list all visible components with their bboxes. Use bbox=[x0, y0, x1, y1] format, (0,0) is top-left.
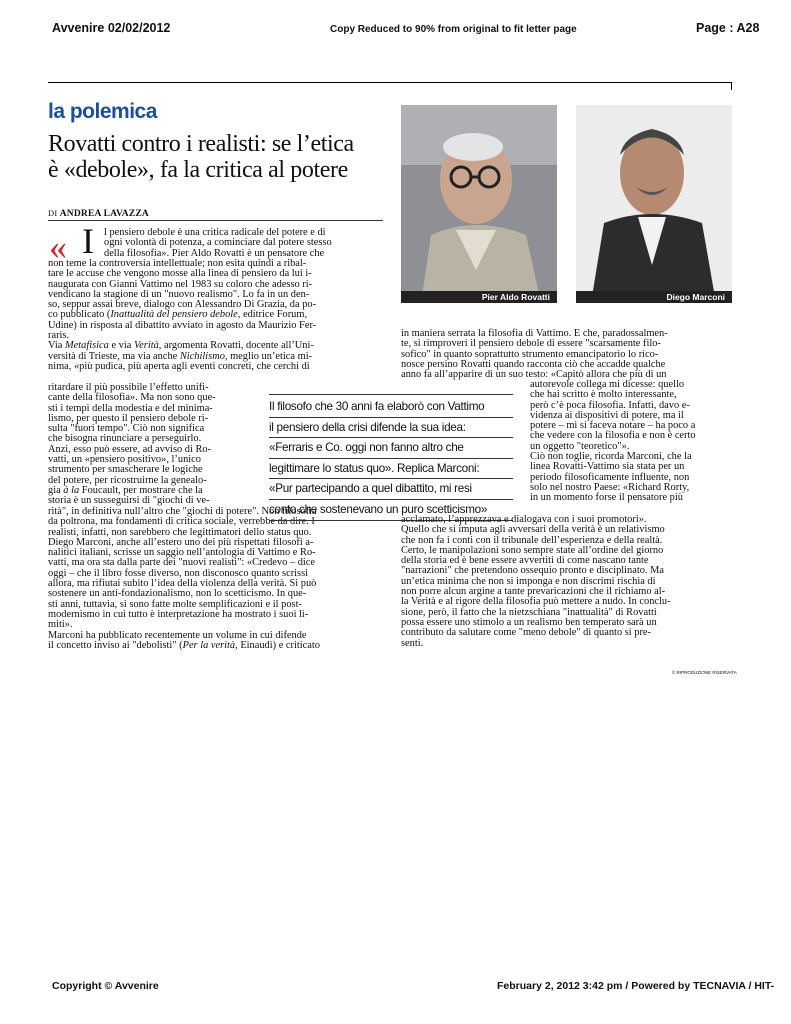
text-line: sulta "fuori tempo". Ciò non significa bbox=[48, 423, 205, 435]
header-rule-tick bbox=[731, 82, 732, 90]
source-date: Avvenire 02/02/2012 bbox=[52, 21, 171, 35]
text-line: non teme la controversia intellettuale; non esita quindi a ribal- bbox=[48, 258, 307, 269]
text-line: la Verità e al rigore della filosofia può mettere a nudo. In conclu- bbox=[401, 596, 671, 608]
text-line: Certo, le manipolazioni sono sempre state all’ordine del giorno bbox=[401, 544, 664, 556]
text-line: Quello che si imputa agli avversari della verità è un relativismo bbox=[401, 524, 665, 536]
text-line: cante della filosofia». Ma non sono que- bbox=[48, 392, 216, 404]
reproduction-notice: © RIPRODUZIONE RISERVATA bbox=[672, 670, 737, 675]
footer-copyright: Copyright © Avvenire bbox=[52, 980, 159, 992]
text-line: l pensiero debole è una critica radicale del potere e di bbox=[104, 227, 326, 238]
text-line: oggi – che il libro fosse diverso, non disconosco quanto scrissi bbox=[48, 567, 309, 579]
text-line: che bisogna rinunciare a perseguirlo. bbox=[48, 433, 202, 445]
left-column-lower bbox=[48, 507, 384, 651]
portrait-rovatti-image bbox=[401, 105, 557, 303]
photo-caption-marconi: Diego Marconi bbox=[576, 291, 732, 303]
text-line: sofico" in quanto soprattutto strumento emancipatorio lo rico- bbox=[401, 348, 659, 360]
text-line: solo nel nostro Paese: «Richard Rorty, bbox=[530, 481, 690, 493]
text-line: te, si rimproveri il pensiero debole di essere "scarsamente filo- bbox=[401, 338, 661, 350]
text-line: naugurata con Gianni Vattimo nel 1983 su coloro che adesso ri- bbox=[48, 278, 313, 290]
text-span: il concetto inviso ai "debolisti" ( bbox=[48, 639, 183, 651]
pull-quote-line: «Ferraris e Co. oggi non fanno altro che bbox=[269, 438, 513, 459]
drop-cap-letter: I bbox=[82, 221, 94, 261]
text-span: Foucault, per mostrare che la bbox=[79, 484, 203, 496]
text-span: versità di Trieste, ma via anche bbox=[48, 350, 180, 362]
text-line: Ciò non toglie, ricorda Marconi, che la bbox=[530, 451, 692, 463]
section-kicker: la polemica bbox=[48, 100, 157, 123]
italic-term: à la bbox=[63, 484, 80, 496]
text-line: sione, però, il fatto che la nietzschiana "inattualità" di Rovatti bbox=[401, 606, 657, 618]
text-line: realisti, infatti, non sarebbero che legittimatori dello status quo. bbox=[48, 526, 312, 538]
text-line: ritardare il più possibile l’effetto unifi- bbox=[48, 382, 209, 393]
text-line: anno fa all’apparire di un suo testo: «Capitò allora che più di un bbox=[401, 369, 667, 381]
text-span: , Einaudi) e criticato bbox=[235, 639, 320, 651]
text-line: nalitici italiani, scrisse un saggio nell’antologia di Vattimo e Ro- bbox=[48, 547, 316, 559]
left-column-body bbox=[48, 259, 384, 372]
byline-author: ANDREA LAVAZZA bbox=[59, 209, 149, 219]
text-line: storia è un susseguirsi di "giochi di ve- bbox=[48, 495, 210, 507]
pull-quote-line: conto che sostenevano un puro scetticismo» bbox=[269, 500, 513, 521]
text-line: sti i tempi della modestia e del minima- bbox=[48, 402, 213, 414]
text-span: e via bbox=[108, 340, 134, 352]
book-title: Inattualità del pensiero debole bbox=[110, 309, 238, 321]
text-line: del potere, per ricostruirne la genealo- bbox=[48, 474, 207, 486]
text-line: non porre alcun argine a tante prevaricazioni che il richiamo al- bbox=[401, 586, 666, 598]
text-span: gia bbox=[48, 484, 64, 496]
byline-prefix: DI bbox=[48, 208, 58, 218]
text-line: videnza ai dispositivi di potere, ma il bbox=[530, 409, 684, 421]
text-line: vatti, ma ora sta dalla parte dei "nuovi realisti": «Credevo – dice bbox=[48, 557, 316, 569]
text-line: però c’è poca filosofia. Infatti, davo e- bbox=[530, 399, 690, 411]
right-column-narrow bbox=[530, 380, 733, 504]
italic-term: Nichilismo bbox=[179, 350, 225, 362]
text-line: Anzi, esso può essere, ad avviso di Ro- bbox=[48, 443, 212, 455]
text-line: modernismo in cui tutto è interpretazione ha mostrato i suoi li- bbox=[48, 608, 309, 620]
header-rule bbox=[48, 82, 732, 83]
text-line: linea Rovatti-Vattimo sia stata per un bbox=[530, 461, 685, 473]
text-line: ogni volontà di potenza, a cominciare dal potere stesso bbox=[104, 237, 332, 249]
text-line: acclamato, l’apprezzava e dialogava con i suoi promotori». bbox=[401, 514, 647, 525]
text-line: strumento per smascherare le logiche bbox=[48, 464, 203, 476]
text-span: co pubblicato ( bbox=[48, 309, 111, 321]
photo-rovatti bbox=[401, 105, 557, 303]
text-line: in un momento forse il pensatore più bbox=[530, 492, 683, 504]
text-span: , editrice Forum, bbox=[237, 309, 308, 321]
text-line: Udine) in risposta al dibattito avviato in agosto da Maurizio Fer- bbox=[48, 319, 317, 331]
text-line: rità", in definitiva null’altro che "giochi di potere". Non filosofia bbox=[48, 506, 317, 517]
right-column-lower bbox=[401, 515, 733, 649]
text-line: un oggetto "teoretico"». bbox=[530, 440, 630, 452]
text-line: vatti, un «pensiero positivo», l’unico bbox=[48, 454, 201, 466]
text-line: allora, ma rifiutai subito l’idea della violenza della verità. Si può bbox=[48, 578, 317, 590]
text-line: nosce persino Rovatti quando racconta ciò che accadde qualche bbox=[401, 358, 666, 370]
text-line: che vedere con la filosofia e non è certo bbox=[530, 430, 696, 442]
text-line: da poltrona, ma fondamenti di critica sociale, verrebbe da dire. I bbox=[48, 516, 315, 528]
text-line: un’etica minima che non si imponga e non discrimi rischia di bbox=[401, 575, 656, 587]
text-line: tare le accuse che vengono mosse alla linea di pensiero da lui i- bbox=[48, 268, 312, 280]
text-line: potere – mi si faceva notare – ha poco a bbox=[530, 420, 696, 432]
text-line: contributo da salutare come "meno debole" di quanto si pre- bbox=[401, 627, 651, 639]
pull-quote-line: «Pur partecipando a quel dibattito, mi resi bbox=[269, 479, 513, 500]
pull-quote-line: il pensiero della crisi difende la sua idea: bbox=[269, 418, 513, 439]
italic-term: Metafisica bbox=[64, 340, 109, 352]
photo-marconi bbox=[576, 105, 732, 303]
text-line: sostenere un anti-fondazionalismo, non lo scetticismo. In que- bbox=[48, 588, 307, 600]
copy-note: Copy Reduced to 90% from original to fit letter page bbox=[330, 24, 577, 35]
text-line: della filosofia». Pier Aldo Rovatti è un pensatore che bbox=[104, 247, 325, 259]
text-line: senti. bbox=[401, 637, 424, 649]
text-span: Via bbox=[48, 340, 65, 352]
text-line bbox=[48, 641, 384, 651]
book-title: Per la verità bbox=[182, 639, 236, 651]
text-line: che hai scritto è molto interessante, bbox=[530, 389, 677, 401]
portrait-marconi-image bbox=[576, 105, 732, 303]
photo-caption-rovatti: Pier Aldo Rovatti bbox=[401, 291, 557, 303]
text-line: periodo filosoficamente influente, non bbox=[530, 471, 690, 483]
byline bbox=[48, 208, 149, 219]
text-line: raris. bbox=[48, 330, 70, 342]
text-span: , argomenta Rovatti, docente all’Uni- bbox=[158, 340, 314, 352]
title-line-1: Rovatti contro i realisti: se l’etica bbox=[48, 131, 354, 157]
text-line: sti anni, tuttavia, si sono fatte molte semplificazioni e il post- bbox=[48, 598, 302, 610]
drop-quote-mark: « bbox=[49, 227, 67, 267]
pull-quote-line: legittimare lo status quo». Replica Marconi: bbox=[269, 459, 513, 480]
text-line: vendicano la stagione di un "nuovo realismo". Lo fa in un den- bbox=[48, 288, 310, 300]
text-line: che non fa i conti con il tribunale dell’esperienza e della realtà. bbox=[401, 534, 663, 546]
page-number: Page : A28 bbox=[696, 21, 760, 35]
right-column-top bbox=[401, 329, 733, 380]
text-line: so, seppur assai breve, dialogo con Alessandro Di Grazia, da po- bbox=[48, 299, 317, 311]
text-line: lismo, per questo il pensiero debole ri- bbox=[48, 412, 209, 424]
pull-quote-top-rule bbox=[269, 394, 513, 395]
text-line: Marconi ha pubblicato recentemente un volume in cui difende bbox=[48, 629, 307, 641]
italic-term: Verità bbox=[133, 340, 159, 352]
pull-quote-line: Il filosofo che 30 anni fa elaborò con Vattimo bbox=[269, 397, 513, 418]
footer-timestamp: February 2, 2012 3:42 pm / Powered by TECNAVIA / HIT- bbox=[497, 980, 775, 992]
byline-rule bbox=[48, 220, 383, 221]
text-span: , meglio un’etica mi- bbox=[224, 350, 313, 362]
text-line: "narrazioni" che pretendono ossequio pronto e disciplinato. Ma bbox=[401, 565, 664, 577]
left-column-intro bbox=[104, 228, 384, 259]
text-line: nima, «più pudica, più aperta agli eventi concreti, che cerchi di bbox=[48, 360, 310, 372]
text-line: possa essere uno stimolo a un realismo ben temperato sarà un bbox=[401, 616, 657, 628]
text-line: autorevole collega mi dicesse: quello bbox=[530, 379, 685, 390]
text-line: miti». bbox=[48, 619, 73, 631]
title-line-2: è «debole», fa la critica al potere bbox=[48, 157, 348, 183]
article-title bbox=[48, 131, 398, 183]
text-line: della storia ed è bene essere avvertiti di come nascano tante bbox=[401, 555, 649, 567]
text-line: in maniera serrata la filosofia di Vattimo. E che, paradossalmen- bbox=[401, 328, 668, 339]
text-line: Diego Marconi, anche all’estero uno dei più rispettati filosofi a- bbox=[48, 536, 314, 548]
pull-quote bbox=[269, 397, 513, 521]
left-column-narrow bbox=[48, 383, 260, 507]
